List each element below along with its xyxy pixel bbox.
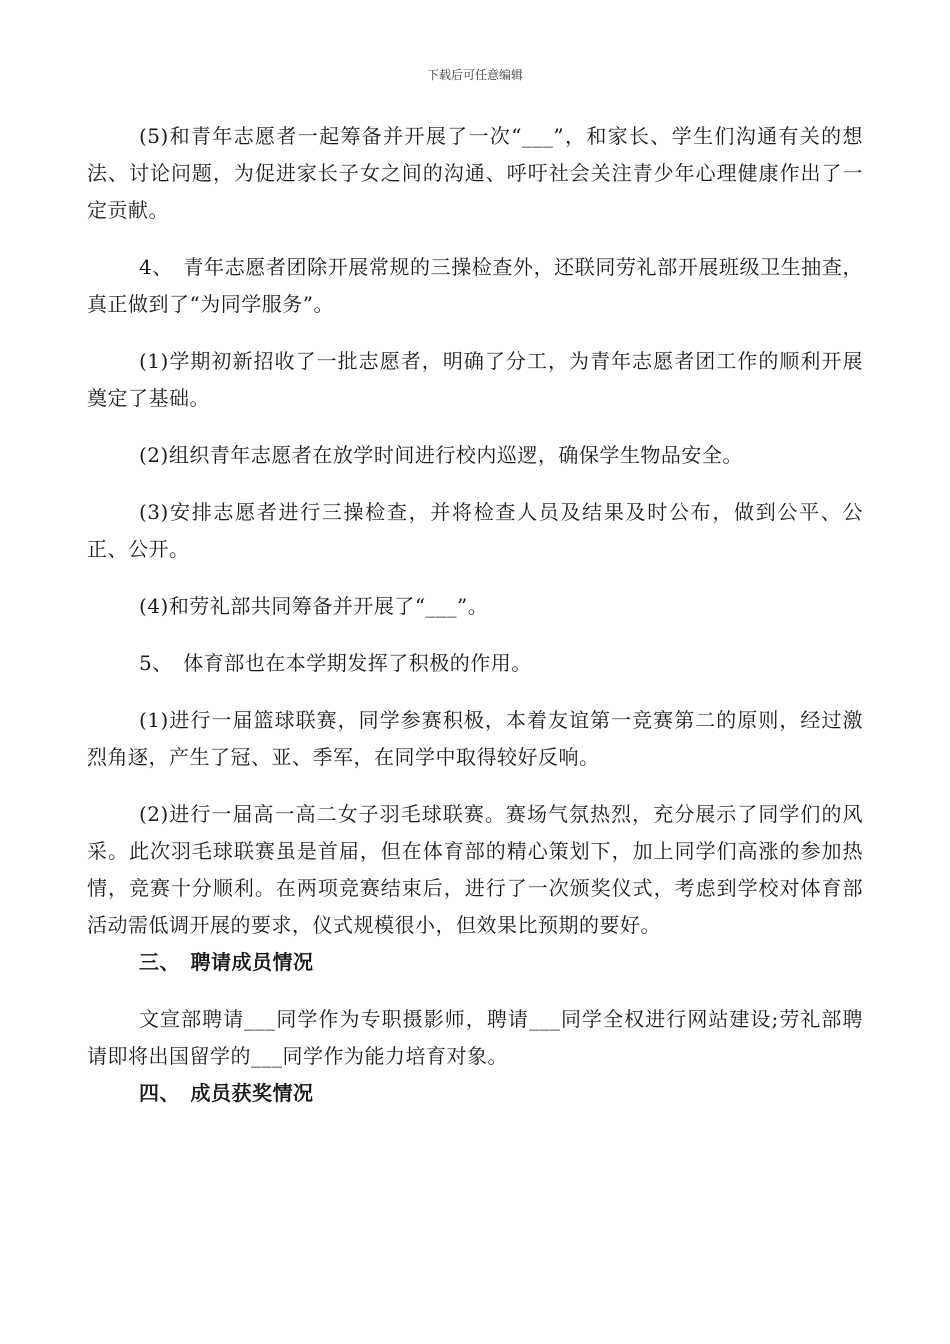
paragraph-hiring: 文宣部聘请___同学作为专职摄影师，聘请___同学全权进行网站建设;劳礼部聘请即将出国留学的___同学作为能力培育对象。 (87, 1007, 863, 1068)
section-heading-3: 三、 聘请成员情况 (139, 950, 314, 974)
paragraph-item-5: (5)和青年志愿者一起筹备并开展了一次“___”，和家长、学生们沟通有关的想法、讨论问题，为促进家长子女之间的沟通、呼吁社会关注青少年心理健康作出了一定贡献。 (87, 124, 863, 222)
paragraph-item-4: (4)和劳礼部共同筹备并开展了“___”。 (139, 594, 489, 618)
paragraph-item-3: (3)安排志愿者进行三操检查，并将检查人员及结果及时公布，做到公平、公正、公开。 (87, 500, 863, 561)
paragraph-item-2: (2)组织青年志愿者在放学时间进行校内巡逻，确保学生物品安全。 (139, 443, 743, 467)
paragraph-section-4: 4、 青年志愿者团除开展常规的三操检查外，还联同劳礼部开展班级卫生抽查，真正做到了“为同学服务”。 (87, 255, 863, 316)
paragraph-section-5: 5、 体育部也在本学期发挥了积极的作用。 (139, 651, 532, 675)
section-heading-4: 四、 成员获奖情况 (139, 1081, 314, 1105)
paragraph-sports-2: (2)进行一届高一高二女子羽毛球联赛。赛场气氛热烈，充分展示了同学们的风采。此次羽毛球联赛虽是首届，但在体育部的精心策划下，加上同学们高涨的参加热情，竞赛十分顺利。在两项竞赛结束后，进行了一次颁奖仪式，考虑到学校对体育部活动需低调开展的要求，仪式规模很小，但效果比预期的要好。 (87, 802, 863, 937)
header-note: 下载后可任意编辑 (426, 68, 523, 82)
paragraph-sports-1: (1)进行一届篮球联赛，同学参赛积极，本着友谊第一竞赛第二的原则，经过激烈角逐，产生了冠、亚、季军，在同学中取得较好反响。 (87, 708, 863, 769)
document-body (87, 118, 863, 1112)
paragraph-item-1: (1)学期初新招收了一批志愿者，明确了分工，为青年志愿者团工作的顺利开展奠定了基础。 (87, 349, 863, 410)
